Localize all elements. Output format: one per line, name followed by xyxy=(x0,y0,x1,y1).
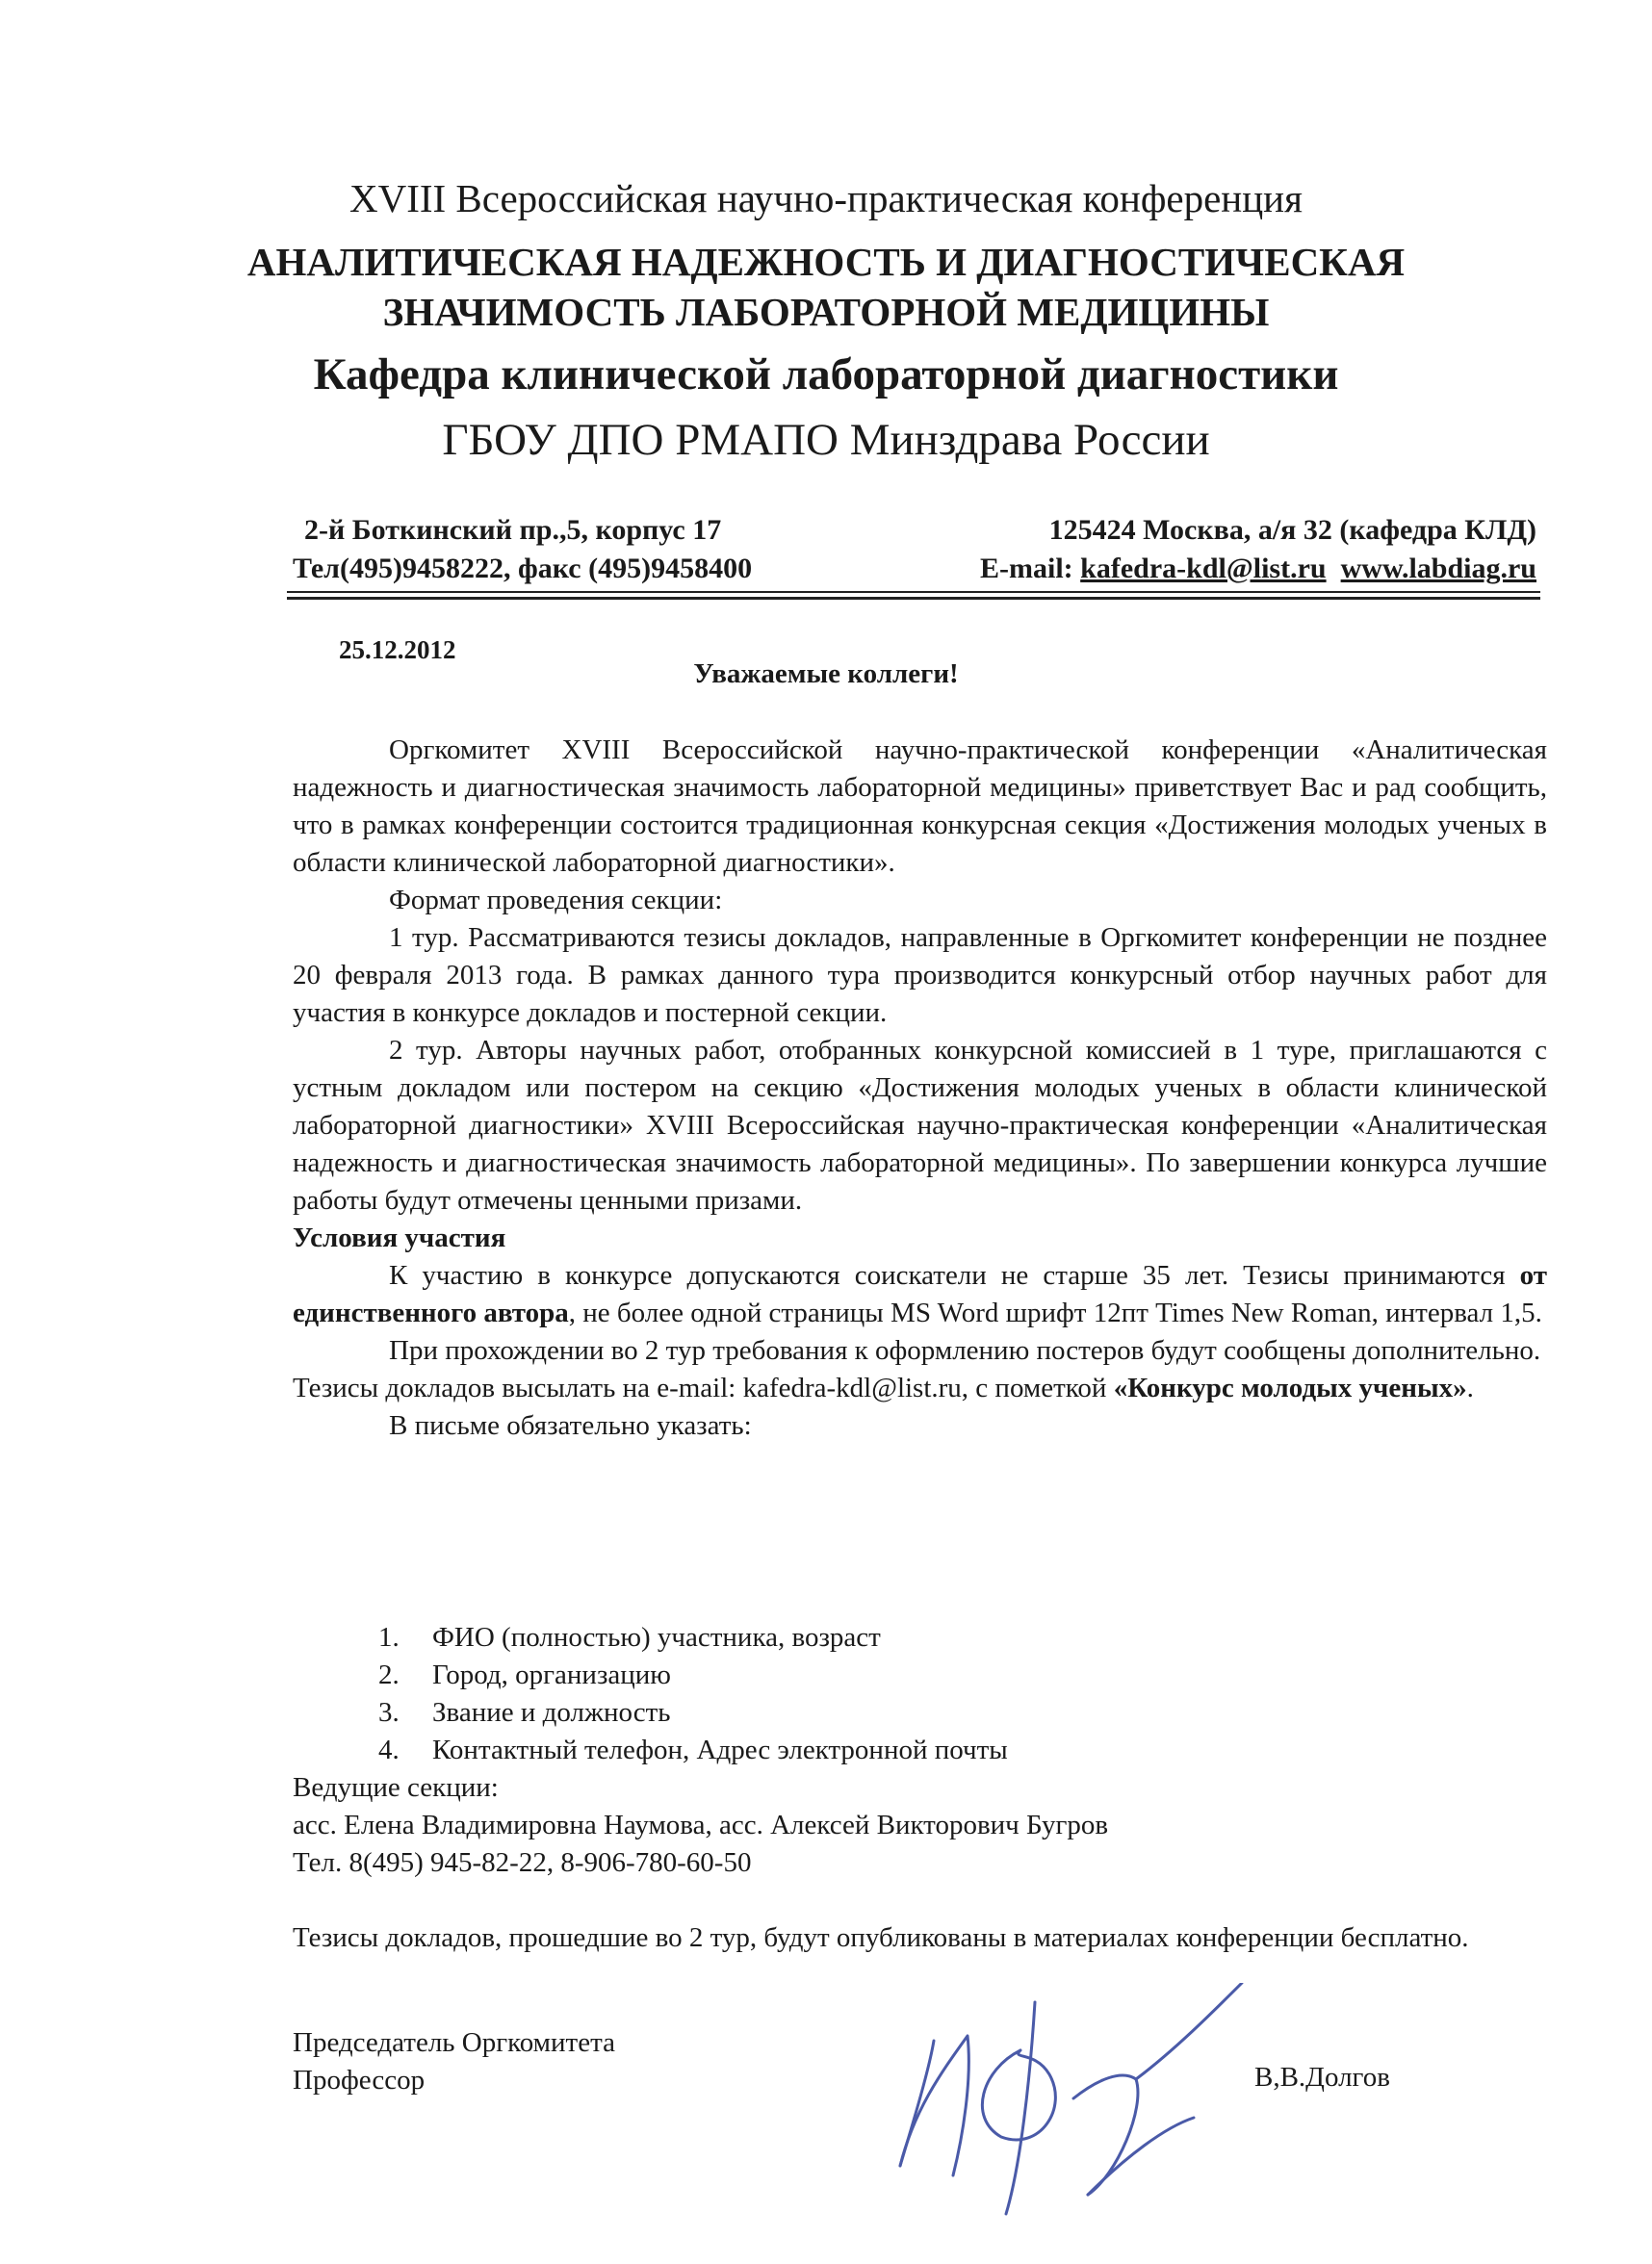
address: 2-й Боткинский пр.,5, корпус 17 xyxy=(304,514,722,546)
list-item-text: Звание и должность xyxy=(432,1697,671,1728)
signatory-name: В,В.Долгов xyxy=(1254,2062,1390,2093)
contact-links xyxy=(980,553,1536,585)
signatory-rank: Профессор xyxy=(293,2065,426,2096)
send-text-b: . xyxy=(1466,1373,1474,1403)
paragraph-intro: Оргкомитет XVIII Всероссийской научно-практической конференции «Аналитическая надежность и диагностическая значимость лабораторной медицины» приветствует Вас и рад сообщить, что в рамках конференции состоится традиционная конкурсная секция «Достижения молодых ученых в области клинической лабораторной диагностики». xyxy=(293,734,1547,878)
list-item xyxy=(378,1619,1008,1657)
leaders-block xyxy=(293,1769,1547,1882)
conference-title xyxy=(0,237,1652,337)
list-item-number: 4. xyxy=(378,1735,400,1765)
leaders-phones: Тел. 8(495) 945-82-22, 8-906-780-60-50 xyxy=(293,1847,752,1878)
list-item xyxy=(378,1657,1008,1694)
conditions-text-b: , не более одной страницы MS Word шрифт 12пт Times New Roman, интервал 1,5. xyxy=(568,1298,1542,1328)
list-item-number: 2. xyxy=(378,1659,400,1690)
list-item-text: Контактный телефон, Адрес электронной почты xyxy=(432,1735,1008,1765)
email-link[interactable]: kafedra-kdl@list.ru xyxy=(1080,553,1327,584)
leaders-names: асс. Елена Владимировна Наумова, асс. Алексей Викторович Бугров xyxy=(293,1810,1109,1840)
conditions-heading: Условия участия xyxy=(293,1222,506,1253)
paragraph-round2: 2 тур. Авторы научных работ, отобранных конкурсной комиссией в 1 туре, приглашаются с устным докладом или постером на секцию «Достижения молодых ученых в области клинической лабораторной диагностики» XVIII Всероссийская научно-практическая конференции «Аналитическая надежность и диагностическая значимость лабораторной медицины». По завершении конкурса лучшие работы будут отмечены ценными призами. xyxy=(293,1035,1547,1216)
paragraph-send xyxy=(293,1370,1547,1407)
signatory-title xyxy=(293,2024,615,2099)
list-item xyxy=(378,1732,1008,1769)
letter-date: 25.12.2012 xyxy=(339,635,456,664)
phone-fax: Тел(495)9458222, факс (495)9458400 xyxy=(293,553,753,584)
email-label: E-mail: xyxy=(980,553,1073,584)
conditions-text-a: К участию в конкурсе допускаются соискатели не старше 35 лет. Тезисы принимаются xyxy=(389,1260,1520,1291)
conference-subtitle: XVIII Всероссийская научно-практическая конференция xyxy=(349,176,1303,220)
send-text-a: Тезисы докладов высылать на e-mail: kafedra-kdl@list.ru, с пометкой xyxy=(293,1373,1114,1403)
paragraph-must-include: В письме обязательно указать: xyxy=(389,1410,752,1441)
department-name: Кафедра клинической лабораторной диагностики xyxy=(313,349,1339,399)
list-item-text: Город, организацию xyxy=(432,1659,671,1690)
conference-title-line1: АНАЛИТИЧЕСКАЯ НАДЕЖНОСТЬ И ДИАГНОСТИЧЕСКАЯ xyxy=(246,240,1406,284)
conference-title-line2: ЗНАЧИМОСТЬ ЛАБОРАТОРНОЙ МЕДИЦИНЫ xyxy=(382,290,1270,334)
list-item-number: 1. xyxy=(378,1622,400,1653)
list-item-number: 3. xyxy=(378,1697,400,1728)
requirements-list xyxy=(378,1619,1008,1769)
publication-note xyxy=(293,1919,1547,1957)
paragraph-conditions xyxy=(293,1257,1547,1332)
paragraph-round1: 1 тур. Рассматриваются тезисы докладов, направленные в Оргкомитет конференции не позднее 20 февраля 2013 года. В рамках данного тура производится конкурсный отбор научных работ для участия в конкурсе докладов и постерной секции. xyxy=(293,922,1547,1028)
list-item xyxy=(378,1694,1008,1732)
paragraph-publication: Тезисы докладов, прошедшие во 2 тур, будут опубликованы в материалах конференции бесплатно. xyxy=(293,1922,1469,1953)
header-divider-thin xyxy=(287,591,1540,593)
postal-address: 125424 Москва, а/я 32 (кафедра КЛД) xyxy=(1048,514,1536,546)
paragraph-format: Формат проведения секции: xyxy=(389,885,723,915)
letter-body xyxy=(293,732,1547,1445)
header-divider-thick xyxy=(287,597,1540,600)
paragraph-posters: При прохождении во 2 тур требования к оформлению постеров будут сообщены дополнительно. xyxy=(389,1335,1541,1366)
signatory-role: Председатель Оргкомитета xyxy=(293,2027,615,2058)
institution-name: ГБОУ ДПО РМАПО Минздрава России xyxy=(442,415,1210,465)
leaders-label: Ведущие секции: xyxy=(293,1772,499,1803)
send-text-bold: «Конкурс молодых ученых» xyxy=(1113,1373,1467,1403)
conditions-text-bold: от единственного автора xyxy=(293,1260,1547,1328)
greeting: Уважаемые коллеги! xyxy=(693,658,959,689)
website-link[interactable]: www.labdiag.ru xyxy=(1340,553,1536,584)
list-item-text: ФИО (полностью) участника, возраст xyxy=(432,1622,881,1653)
handwritten-signature xyxy=(876,1983,1280,2233)
